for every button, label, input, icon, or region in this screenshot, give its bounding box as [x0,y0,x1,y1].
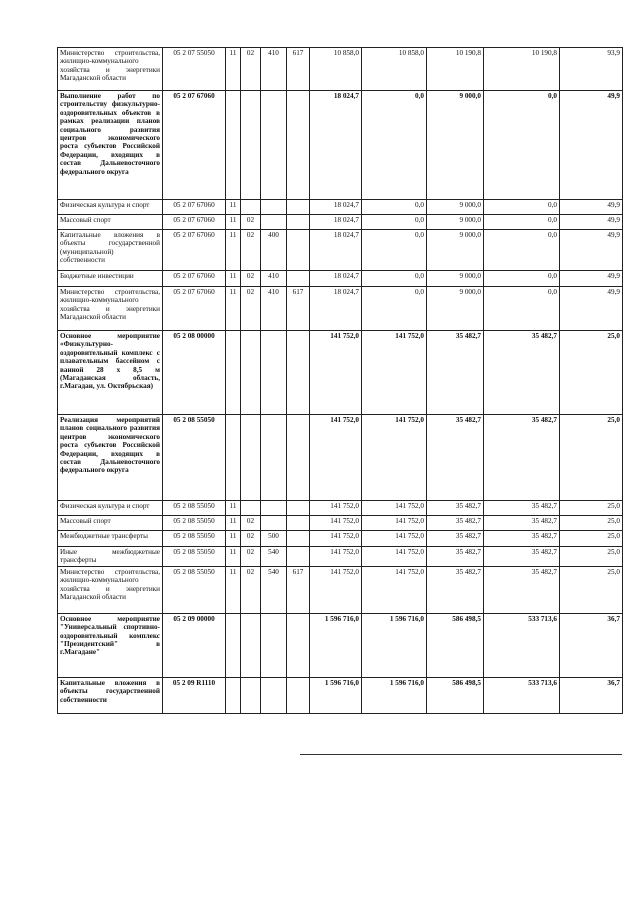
row-cash-cell: 0,0 [484,215,560,230]
row-expense-type-cell [261,331,287,415]
row-section-cell: 11 [226,516,241,531]
row-manager-code-cell: 617 [287,287,310,331]
row-cash-cell: 0,0 [484,200,560,215]
row-planned-cell: 18 024,7 [310,200,362,215]
row-code-cell: 05 2 08 00000 [163,331,226,415]
row-expense-type-cell [261,215,287,230]
row-cash-cell: 0,0 [484,287,560,331]
row-manager-code-cell [287,415,310,501]
budget-table [57,47,623,714]
row-manager-code-cell [287,200,310,215]
row-manager-code-cell: 617 [287,566,310,613]
row-approved-cell: 0,0 [362,287,427,331]
row-manager-code-cell: 617 [287,48,310,91]
row-manager-code-cell [287,271,310,287]
row-percent-cell: 36,7 [560,613,623,677]
row-expense-type-cell [261,613,287,677]
row-manager-code-cell [287,230,310,271]
table-row [58,677,623,713]
table-row [58,200,623,215]
row-name-cell: Иные межбюджетные трансферты [58,547,163,567]
row-manager-code-cell [287,516,310,531]
table-row [58,501,623,516]
row-percent-cell: 49,9 [560,230,623,271]
row-approved-cell: 1 596 716,0 [362,613,427,677]
row-expense-type-cell [261,200,287,215]
row-percent-cell: 36,7 [560,677,623,713]
row-code-cell: 05 2 08 55050 [163,415,226,501]
row-expense-type-cell: 410 [261,271,287,287]
row-cash-cell: 35 482,7 [484,331,560,415]
row-percent-cell: 25,0 [560,531,623,547]
row-planned-cell: 141 752,0 [310,331,362,415]
row-manager-code-cell [287,215,310,230]
row-cash-cell: 10 190,8 [484,48,560,91]
row-executed-cell: 35 482,7 [427,516,484,531]
row-approved-cell: 0,0 [362,215,427,230]
row-cash-cell: 35 482,7 [484,415,560,501]
row-planned-cell: 141 752,0 [310,547,362,567]
table-row [58,215,623,230]
table-row [58,415,623,501]
row-executed-cell: 35 482,7 [427,415,484,501]
row-section-cell [226,677,241,713]
table-row [58,287,623,331]
row-name-cell: Капитальные вложения в объекты государственной собственности [58,677,163,713]
row-planned-cell: 18 024,7 [310,271,362,287]
row-section-cell: 11 [226,48,241,91]
row-code-cell: 05 2 07 67060 [163,287,226,331]
row-section-cell: 11 [226,271,241,287]
row-subsection-cell [241,677,261,713]
row-executed-cell: 35 482,7 [427,331,484,415]
budget-table-body [58,48,623,714]
row-expense-type-cell: 410 [261,48,287,91]
row-subsection-cell: 02 [241,48,261,91]
row-executed-cell: 35 482,7 [427,501,484,516]
row-subsection-cell: 02 [241,516,261,531]
row-approved-cell: 141 752,0 [362,415,427,501]
row-name-cell: Физическая культура и спорт [58,501,163,516]
row-code-cell: 05 2 07 67060 [163,91,226,200]
row-percent-cell: 49,9 [560,287,623,331]
row-section-cell [226,613,241,677]
row-planned-cell: 141 752,0 [310,531,362,547]
row-planned-cell: 18 024,7 [310,230,362,271]
row-cash-cell: 35 482,7 [484,501,560,516]
row-approved-cell: 141 752,0 [362,531,427,547]
row-planned-cell: 141 752,0 [310,415,362,501]
row-code-cell: 05 2 07 67060 [163,200,226,215]
row-percent-cell: 93,9 [560,48,623,91]
row-percent-cell: 49,9 [560,215,623,230]
row-subsection-cell [241,200,261,215]
row-executed-cell: 9 000,0 [427,287,484,331]
row-approved-cell: 141 752,0 [362,566,427,613]
row-name-cell: Министерство строительства, жилищно-коммунального хозяйства и энергетики Магаданской области [58,566,163,613]
row-planned-cell: 18 024,7 [310,287,362,331]
row-subsection-cell: 02 [241,230,261,271]
row-cash-cell: 0,0 [484,91,560,200]
row-code-cell: 05 2 07 67060 [163,230,226,271]
row-percent-cell: 25,0 [560,501,623,516]
row-code-cell: 05 2 09 00000 [163,613,226,677]
footer-rule [300,754,622,755]
row-percent-cell: 25,0 [560,415,623,501]
row-subsection-cell: 02 [241,271,261,287]
row-manager-code-cell [287,613,310,677]
row-cash-cell: 0,0 [484,271,560,287]
row-section-cell: 11 [226,200,241,215]
row-expense-type-cell [261,501,287,516]
row-section-cell: 11 [226,531,241,547]
row-code-cell: 05 2 07 55050 [163,48,226,91]
row-subsection-cell [241,91,261,200]
row-manager-code-cell [287,531,310,547]
row-percent-cell: 25,0 [560,331,623,415]
row-section-cell: 11 [226,230,241,271]
row-cash-cell: 35 482,7 [484,566,560,613]
row-section-cell: 11 [226,215,241,230]
row-cash-cell: 35 482,7 [484,547,560,567]
row-executed-cell: 9 000,0 [427,230,484,271]
row-executed-cell: 9 000,0 [427,200,484,215]
row-expense-type-cell: 540 [261,547,287,567]
row-name-cell: Бюджетные инвестиции [58,271,163,287]
row-name-cell: Министерство строительства, жилищно-коммунального хозяйства и энергетики Магаданской области [58,48,163,91]
row-code-cell: 05 2 07 67060 [163,271,226,287]
row-executed-cell: 586 498,5 [427,677,484,713]
row-planned-cell: 10 858,0 [310,48,362,91]
row-approved-cell: 0,0 [362,230,427,271]
row-executed-cell: 586 498,5 [427,613,484,677]
table-row [58,91,623,200]
table-row [58,230,623,271]
row-expense-type-cell: 540 [261,566,287,613]
row-section-cell: 11 [226,547,241,567]
row-approved-cell: 0,0 [362,91,427,200]
row-executed-cell: 35 482,7 [427,531,484,547]
row-executed-cell: 9 000,0 [427,271,484,287]
row-expense-type-cell [261,516,287,531]
row-subsection-cell: 02 [241,531,261,547]
row-name-cell: Массовый спорт [58,215,163,230]
row-cash-cell: 0,0 [484,230,560,271]
row-name-cell: Основное мероприятие «Физкультурно-оздоровительный комплекс с плавательным бассейном с ванной 28 х 8,5 м (Магаданская область, г.Магадан, ул. Октябрьская) [58,331,163,415]
row-section-cell [226,331,241,415]
row-planned-cell: 18 024,7 [310,215,362,230]
row-manager-code-cell [287,91,310,200]
table-row [58,566,623,613]
row-cash-cell: 35 482,7 [484,531,560,547]
row-code-cell: 05 2 08 55050 [163,501,226,516]
row-expense-type-cell: 500 [261,531,287,547]
row-manager-code-cell [287,501,310,516]
row-subsection-cell: 02 [241,287,261,331]
row-name-cell: Министерство строительства, жилищно-коммунального хозяйства и энергетики Магаданской области [58,287,163,331]
row-planned-cell: 18 024,7 [310,91,362,200]
row-approved-cell: 10 858,0 [362,48,427,91]
row-cash-cell: 35 482,7 [484,516,560,531]
row-executed-cell: 35 482,7 [427,566,484,613]
row-code-cell: 05 2 08 55050 [163,516,226,531]
row-expense-type-cell: 410 [261,287,287,331]
row-section-cell: 11 [226,287,241,331]
row-cash-cell: 533 713,6 [484,677,560,713]
row-expense-type-cell: 400 [261,230,287,271]
row-name-cell: Реализация мероприятий планов социального развития центров экономического роста субъектов Российской Федерации, входящих в состав Дальневосточного федерального округа [58,415,163,501]
table-row [58,48,623,91]
row-section-cell: 11 [226,501,241,516]
row-approved-cell: 0,0 [362,200,427,215]
row-approved-cell: 141 752,0 [362,501,427,516]
row-code-cell: 05 2 09 R1110 [163,677,226,713]
row-planned-cell: 1 596 716,0 [310,613,362,677]
row-name-cell: Выполнение работ по строительству физкультурно-оздоровительных объектов в рамках реализации планов социального развития центров экономического роста субъектов Российской Федерации, входящих в состав Дальневосточного федерального округа [58,91,163,200]
row-percent-cell: 25,0 [560,547,623,567]
row-expense-type-cell [261,415,287,501]
row-subsection-cell: 02 [241,547,261,567]
row-executed-cell: 9 000,0 [427,215,484,230]
row-manager-code-cell [287,677,310,713]
row-approved-cell: 0,0 [362,271,427,287]
row-code-cell: 05 2 08 55050 [163,566,226,613]
row-name-cell: Капитальные вложения в объекты государственной (муниципальной) собственности [58,230,163,271]
row-cash-cell: 533 713,6 [484,613,560,677]
row-percent-cell: 25,0 [560,516,623,531]
row-subsection-cell: 02 [241,566,261,613]
row-manager-code-cell [287,547,310,567]
row-expense-type-cell [261,677,287,713]
table-row [58,271,623,287]
row-section-cell [226,91,241,200]
row-subsection-cell [241,501,261,516]
row-planned-cell: 141 752,0 [310,566,362,613]
table-row [58,531,623,547]
table-row [58,613,623,677]
row-subsection-cell [241,331,261,415]
row-section-cell [226,415,241,501]
row-approved-cell: 1 596 716,0 [362,677,427,713]
row-expense-type-cell [261,91,287,200]
table-row [58,331,623,415]
row-name-cell: Межбюджетные трансферты [58,531,163,547]
row-code-cell: 05 2 08 55050 [163,531,226,547]
row-percent-cell: 49,9 [560,91,623,200]
row-approved-cell: 141 752,0 [362,547,427,567]
row-name-cell: Массовый спорт [58,516,163,531]
row-approved-cell: 141 752,0 [362,331,427,415]
row-section-cell: 11 [226,566,241,613]
row-executed-cell: 35 482,7 [427,547,484,567]
table-row [58,516,623,531]
row-subsection-cell: 02 [241,215,261,230]
table-row [58,547,623,567]
row-name-cell: Основное мероприятие "Универсальный спортивно-оздоровительный комплекс "Президентский" в г.Магадане" [58,613,163,677]
row-approved-cell: 141 752,0 [362,516,427,531]
row-planned-cell: 141 752,0 [310,516,362,531]
row-percent-cell: 49,9 [560,271,623,287]
row-planned-cell: 1 596 716,0 [310,677,362,713]
row-code-cell: 05 2 08 55050 [163,547,226,567]
row-executed-cell: 9 000,0 [427,91,484,200]
row-manager-code-cell [287,331,310,415]
row-subsection-cell [241,415,261,501]
row-percent-cell: 25,0 [560,566,623,613]
row-code-cell: 05 2 07 67060 [163,215,226,230]
row-name-cell: Физическая культура и спорт [58,200,163,215]
row-planned-cell: 141 752,0 [310,501,362,516]
row-executed-cell: 10 190,8 [427,48,484,91]
row-subsection-cell [241,613,261,677]
row-percent-cell: 49,9 [560,200,623,215]
